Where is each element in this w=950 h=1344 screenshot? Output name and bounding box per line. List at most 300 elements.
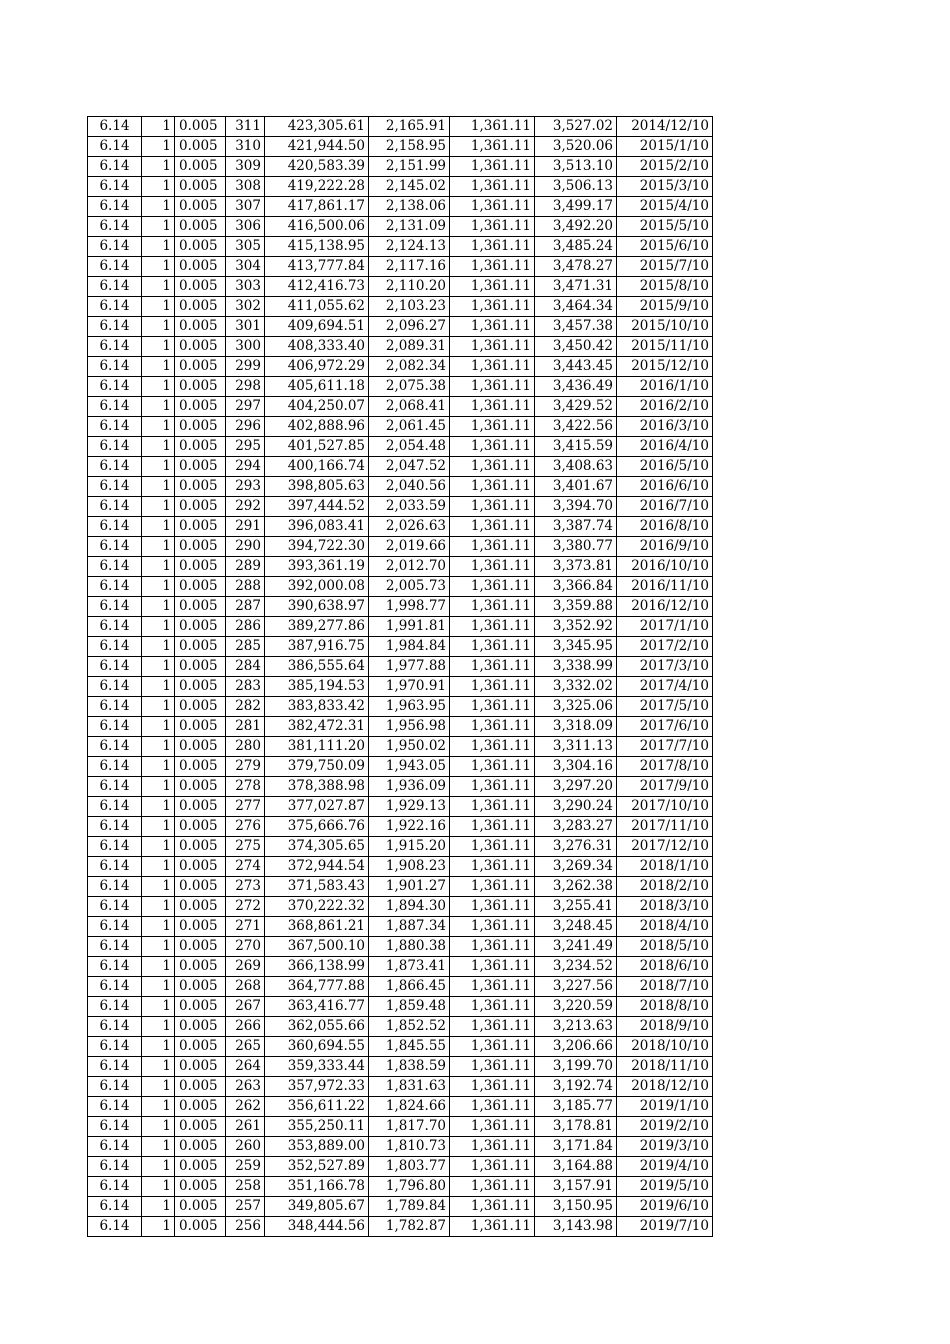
count-cell[interactable]: 1 (142, 1057, 175, 1077)
balance-cell[interactable]: 404,250.07 (265, 397, 369, 417)
period-cell[interactable]: 269 (226, 957, 265, 977)
interest-cell[interactable]: 2,138.06 (369, 197, 450, 217)
ratio-cell[interactable]: 0.005 (175, 737, 226, 757)
rate-cell[interactable]: 6.14 (88, 1197, 142, 1217)
date-cell[interactable]: 2016/4/10 (617, 437, 713, 457)
balance-cell[interactable]: 349,805.67 (265, 1197, 369, 1217)
ratio-cell[interactable]: 0.005 (175, 1097, 226, 1117)
date-cell[interactable]: 2016/8/10 (617, 517, 713, 537)
ratio-cell[interactable]: 0.005 (175, 1177, 226, 1197)
ratio-cell[interactable]: 0.005 (175, 1157, 226, 1177)
rate-cell[interactable]: 6.14 (88, 217, 142, 237)
ratio-cell[interactable]: 0.005 (175, 477, 226, 497)
rate-cell[interactable]: 6.14 (88, 1157, 142, 1177)
interest-cell[interactable]: 1,782.87 (369, 1217, 450, 1237)
period-cell[interactable]: 301 (226, 317, 265, 337)
date-cell[interactable]: 2016/5/10 (617, 457, 713, 477)
balance-cell[interactable]: 415,138.95 (265, 237, 369, 257)
interest-cell[interactable]: 1,956.98 (369, 717, 450, 737)
rate-cell[interactable]: 6.14 (88, 957, 142, 977)
ratio-cell[interactable]: 0.005 (175, 337, 226, 357)
ratio-cell[interactable]: 0.005 (175, 397, 226, 417)
payment-cell[interactable]: 3,213.63 (535, 1017, 617, 1037)
principal-cell[interactable]: 1,361.11 (450, 437, 535, 457)
interest-cell[interactable]: 1,963.95 (369, 697, 450, 717)
interest-cell[interactable]: 1,803.77 (369, 1157, 450, 1177)
ratio-cell[interactable]: 0.005 (175, 537, 226, 557)
period-cell[interactable]: 297 (226, 397, 265, 417)
ratio-cell[interactable]: 0.005 (175, 257, 226, 277)
principal-cell[interactable]: 1,361.11 (450, 257, 535, 277)
period-cell[interactable]: 259 (226, 1157, 265, 1177)
principal-cell[interactable]: 1,361.11 (450, 877, 535, 897)
payment-cell[interactable]: 3,387.74 (535, 517, 617, 537)
balance-cell[interactable]: 398,805.63 (265, 477, 369, 497)
date-cell[interactable]: 2019/4/10 (617, 1157, 713, 1177)
count-cell[interactable]: 1 (142, 897, 175, 917)
count-cell[interactable]: 1 (142, 377, 175, 397)
rate-cell[interactable]: 6.14 (88, 1137, 142, 1157)
interest-cell[interactable]: 1,887.34 (369, 917, 450, 937)
rate-cell[interactable]: 6.14 (88, 197, 142, 217)
period-cell[interactable]: 283 (226, 677, 265, 697)
principal-cell[interactable]: 1,361.11 (450, 577, 535, 597)
period-cell[interactable]: 274 (226, 857, 265, 877)
date-cell[interactable]: 2019/3/10 (617, 1137, 713, 1157)
count-cell[interactable]: 1 (142, 997, 175, 1017)
payment-cell[interactable]: 3,450.42 (535, 337, 617, 357)
date-cell[interactable]: 2019/5/10 (617, 1177, 713, 1197)
count-cell[interactable]: 1 (142, 737, 175, 757)
period-cell[interactable]: 258 (226, 1177, 265, 1197)
balance-cell[interactable]: 362,055.66 (265, 1017, 369, 1037)
principal-cell[interactable]: 1,361.11 (450, 1137, 535, 1157)
count-cell[interactable]: 1 (142, 1097, 175, 1117)
count-cell[interactable]: 1 (142, 677, 175, 697)
balance-cell[interactable]: 371,583.43 (265, 877, 369, 897)
interest-cell[interactable]: 2,068.41 (369, 397, 450, 417)
principal-cell[interactable]: 1,361.11 (450, 717, 535, 737)
period-cell[interactable]: 265 (226, 1037, 265, 1057)
count-cell[interactable]: 1 (142, 117, 175, 137)
rate-cell[interactable]: 6.14 (88, 1017, 142, 1037)
count-cell[interactable]: 1 (142, 557, 175, 577)
interest-cell[interactable]: 2,124.13 (369, 237, 450, 257)
balance-cell[interactable]: 405,611.18 (265, 377, 369, 397)
count-cell[interactable]: 1 (142, 317, 175, 337)
payment-cell[interactable]: 3,234.52 (535, 957, 617, 977)
period-cell[interactable]: 286 (226, 617, 265, 637)
ratio-cell[interactable]: 0.005 (175, 1217, 226, 1237)
payment-cell[interactable]: 3,338.99 (535, 657, 617, 677)
balance-cell[interactable]: 406,972.29 (265, 357, 369, 377)
count-cell[interactable]: 1 (142, 357, 175, 377)
date-cell[interactable]: 2017/10/10 (617, 797, 713, 817)
date-cell[interactable]: 2017/9/10 (617, 777, 713, 797)
period-cell[interactable]: 268 (226, 977, 265, 997)
rate-cell[interactable]: 6.14 (88, 1057, 142, 1077)
period-cell[interactable]: 295 (226, 437, 265, 457)
count-cell[interactable]: 1 (142, 497, 175, 517)
count-cell[interactable]: 1 (142, 417, 175, 437)
date-cell[interactable]: 2018/9/10 (617, 1017, 713, 1037)
rate-cell[interactable]: 6.14 (88, 1077, 142, 1097)
interest-cell[interactable]: 2,089.31 (369, 337, 450, 357)
period-cell[interactable]: 300 (226, 337, 265, 357)
ratio-cell[interactable]: 0.005 (175, 997, 226, 1017)
principal-cell[interactable]: 1,361.11 (450, 697, 535, 717)
rate-cell[interactable]: 6.14 (88, 697, 142, 717)
principal-cell[interactable]: 1,361.11 (450, 937, 535, 957)
period-cell[interactable]: 270 (226, 937, 265, 957)
interest-cell[interactable]: 1,880.38 (369, 937, 450, 957)
date-cell[interactable]: 2017/11/10 (617, 817, 713, 837)
count-cell[interactable]: 1 (142, 837, 175, 857)
principal-cell[interactable]: 1,361.11 (450, 677, 535, 697)
count-cell[interactable]: 1 (142, 697, 175, 717)
date-cell[interactable]: 2018/6/10 (617, 957, 713, 977)
period-cell[interactable]: 284 (226, 657, 265, 677)
rate-cell[interactable]: 6.14 (88, 857, 142, 877)
balance-cell[interactable]: 381,111.20 (265, 737, 369, 757)
ratio-cell[interactable]: 0.005 (175, 977, 226, 997)
ratio-cell[interactable]: 0.005 (175, 797, 226, 817)
principal-cell[interactable]: 1,361.11 (450, 977, 535, 997)
rate-cell[interactable]: 6.14 (88, 277, 142, 297)
ratio-cell[interactable]: 0.005 (175, 817, 226, 837)
period-cell[interactable]: 302 (226, 297, 265, 317)
payment-cell[interactable]: 3,380.77 (535, 537, 617, 557)
balance-cell[interactable]: 400,166.74 (265, 457, 369, 477)
ratio-cell[interactable]: 0.005 (175, 777, 226, 797)
period-cell[interactable]: 280 (226, 737, 265, 757)
interest-cell[interactable]: 2,158.95 (369, 137, 450, 157)
period-cell[interactable]: 289 (226, 557, 265, 577)
period-cell[interactable]: 276 (226, 817, 265, 837)
ratio-cell[interactable]: 0.005 (175, 677, 226, 697)
principal-cell[interactable]: 1,361.11 (450, 457, 535, 477)
ratio-cell[interactable]: 0.005 (175, 297, 226, 317)
payment-cell[interactable]: 3,283.27 (535, 817, 617, 837)
count-cell[interactable]: 1 (142, 397, 175, 417)
payment-cell[interactable]: 3,471.31 (535, 277, 617, 297)
period-cell[interactable]: 293 (226, 477, 265, 497)
rate-cell[interactable]: 6.14 (88, 297, 142, 317)
payment-cell[interactable]: 3,464.34 (535, 297, 617, 317)
interest-cell[interactable]: 2,075.38 (369, 377, 450, 397)
date-cell[interactable]: 2015/2/10 (617, 157, 713, 177)
rate-cell[interactable]: 6.14 (88, 737, 142, 757)
principal-cell[interactable]: 1,361.11 (450, 357, 535, 377)
interest-cell[interactable]: 1,852.52 (369, 1017, 450, 1037)
balance-cell[interactable]: 408,333.40 (265, 337, 369, 357)
principal-cell[interactable]: 1,361.11 (450, 117, 535, 137)
rate-cell[interactable]: 6.14 (88, 357, 142, 377)
period-cell[interactable]: 298 (226, 377, 265, 397)
interest-cell[interactable]: 2,033.59 (369, 497, 450, 517)
payment-cell[interactable]: 3,352.92 (535, 617, 617, 637)
payment-cell[interactable]: 3,185.77 (535, 1097, 617, 1117)
date-cell[interactable]: 2018/4/10 (617, 917, 713, 937)
balance-cell[interactable]: 392,000.08 (265, 577, 369, 597)
payment-cell[interactable]: 3,276.31 (535, 837, 617, 857)
date-cell[interactable]: 2015/5/10 (617, 217, 713, 237)
date-cell[interactable]: 2017/6/10 (617, 717, 713, 737)
interest-cell[interactable]: 1,977.88 (369, 657, 450, 677)
date-cell[interactable]: 2017/3/10 (617, 657, 713, 677)
date-cell[interactable]: 2016/7/10 (617, 497, 713, 517)
principal-cell[interactable]: 1,361.11 (450, 537, 535, 557)
principal-cell[interactable]: 1,361.11 (450, 497, 535, 517)
period-cell[interactable]: 292 (226, 497, 265, 517)
rate-cell[interactable]: 6.14 (88, 797, 142, 817)
balance-cell[interactable]: 389,277.86 (265, 617, 369, 637)
payment-cell[interactable]: 3,408.63 (535, 457, 617, 477)
payment-cell[interactable]: 3,304.16 (535, 757, 617, 777)
payment-cell[interactable]: 3,241.49 (535, 937, 617, 957)
principal-cell[interactable]: 1,361.11 (450, 557, 535, 577)
balance-cell[interactable]: 352,527.89 (265, 1157, 369, 1177)
interest-cell[interactable]: 2,026.63 (369, 517, 450, 537)
rate-cell[interactable]: 6.14 (88, 417, 142, 437)
payment-cell[interactable]: 3,429.52 (535, 397, 617, 417)
date-cell[interactable]: 2017/5/10 (617, 697, 713, 717)
date-cell[interactable]: 2015/4/10 (617, 197, 713, 217)
ratio-cell[interactable]: 0.005 (175, 217, 226, 237)
payment-cell[interactable]: 3,457.38 (535, 317, 617, 337)
date-cell[interactable]: 2018/3/10 (617, 897, 713, 917)
payment-cell[interactable]: 3,499.17 (535, 197, 617, 217)
interest-cell[interactable]: 2,096.27 (369, 317, 450, 337)
principal-cell[interactable]: 1,361.11 (450, 1157, 535, 1177)
principal-cell[interactable]: 1,361.11 (450, 1017, 535, 1037)
count-cell[interactable]: 1 (142, 937, 175, 957)
payment-cell[interactable]: 3,227.56 (535, 977, 617, 997)
principal-cell[interactable]: 1,361.11 (450, 917, 535, 937)
interest-cell[interactable]: 1,859.48 (369, 997, 450, 1017)
principal-cell[interactable]: 1,361.11 (450, 597, 535, 617)
balance-cell[interactable]: 377,027.87 (265, 797, 369, 817)
balance-cell[interactable]: 364,777.88 (265, 977, 369, 997)
interest-cell[interactable]: 2,165.91 (369, 117, 450, 137)
payment-cell[interactable]: 3,318.09 (535, 717, 617, 737)
rate-cell[interactable]: 6.14 (88, 997, 142, 1017)
payment-cell[interactable]: 3,220.59 (535, 997, 617, 1017)
payment-cell[interactable]: 3,297.20 (535, 777, 617, 797)
rate-cell[interactable]: 6.14 (88, 657, 142, 677)
ratio-cell[interactable]: 0.005 (175, 1077, 226, 1097)
balance-cell[interactable]: 387,916.75 (265, 637, 369, 657)
payment-cell[interactable]: 3,325.06 (535, 697, 617, 717)
rate-cell[interactable]: 6.14 (88, 457, 142, 477)
rate-cell[interactable]: 6.14 (88, 577, 142, 597)
interest-cell[interactable]: 1,894.30 (369, 897, 450, 917)
balance-cell[interactable]: 416,500.06 (265, 217, 369, 237)
principal-cell[interactable]: 1,361.11 (450, 617, 535, 637)
period-cell[interactable]: 299 (226, 357, 265, 377)
period-cell[interactable]: 279 (226, 757, 265, 777)
count-cell[interactable]: 1 (142, 597, 175, 617)
rate-cell[interactable]: 6.14 (88, 597, 142, 617)
period-cell[interactable]: 273 (226, 877, 265, 897)
principal-cell[interactable]: 1,361.11 (450, 137, 535, 157)
interest-cell[interactable]: 1,950.02 (369, 737, 450, 757)
count-cell[interactable]: 1 (142, 817, 175, 837)
balance-cell[interactable]: 378,388.98 (265, 777, 369, 797)
balance-cell[interactable]: 423,305.61 (265, 117, 369, 137)
principal-cell[interactable]: 1,361.11 (450, 957, 535, 977)
payment-cell[interactable]: 3,422.56 (535, 417, 617, 437)
ratio-cell[interactable]: 0.005 (175, 1057, 226, 1077)
count-cell[interactable]: 1 (142, 717, 175, 737)
balance-cell[interactable]: 370,222.32 (265, 897, 369, 917)
count-cell[interactable]: 1 (142, 517, 175, 537)
balance-cell[interactable]: 359,333.44 (265, 1057, 369, 1077)
interest-cell[interactable]: 2,151.99 (369, 157, 450, 177)
period-cell[interactable]: 307 (226, 197, 265, 217)
count-cell[interactable]: 1 (142, 757, 175, 777)
count-cell[interactable]: 1 (142, 137, 175, 157)
date-cell[interactable]: 2018/10/10 (617, 1037, 713, 1057)
rate-cell[interactable]: 6.14 (88, 117, 142, 137)
balance-cell[interactable]: 385,194.53 (265, 677, 369, 697)
payment-cell[interactable]: 3,485.24 (535, 237, 617, 257)
payment-cell[interactable]: 3,255.41 (535, 897, 617, 917)
principal-cell[interactable]: 1,361.11 (450, 797, 535, 817)
date-cell[interactable]: 2016/6/10 (617, 477, 713, 497)
principal-cell[interactable]: 1,361.11 (450, 1097, 535, 1117)
rate-cell[interactable]: 6.14 (88, 617, 142, 637)
ratio-cell[interactable]: 0.005 (175, 197, 226, 217)
ratio-cell[interactable]: 0.005 (175, 717, 226, 737)
date-cell[interactable]: 2017/7/10 (617, 737, 713, 757)
count-cell[interactable]: 1 (142, 657, 175, 677)
count-cell[interactable]: 1 (142, 797, 175, 817)
interest-cell[interactable]: 2,061.45 (369, 417, 450, 437)
ratio-cell[interactable]: 0.005 (175, 637, 226, 657)
date-cell[interactable]: 2018/12/10 (617, 1077, 713, 1097)
rate-cell[interactable]: 6.14 (88, 1217, 142, 1237)
date-cell[interactable]: 2016/2/10 (617, 397, 713, 417)
payment-cell[interactable]: 3,478.27 (535, 257, 617, 277)
payment-cell[interactable]: 3,199.70 (535, 1057, 617, 1077)
count-cell[interactable]: 1 (142, 237, 175, 257)
count-cell[interactable]: 1 (142, 1177, 175, 1197)
principal-cell[interactable]: 1,361.11 (450, 857, 535, 877)
rate-cell[interactable]: 6.14 (88, 637, 142, 657)
count-cell[interactable]: 1 (142, 977, 175, 997)
date-cell[interactable]: 2016/11/10 (617, 577, 713, 597)
period-cell[interactable]: 308 (226, 177, 265, 197)
rate-cell[interactable]: 6.14 (88, 1177, 142, 1197)
balance-cell[interactable]: 367,500.10 (265, 937, 369, 957)
principal-cell[interactable]: 1,361.11 (450, 177, 535, 197)
balance-cell[interactable]: 348,444.56 (265, 1217, 369, 1237)
date-cell[interactable]: 2016/1/10 (617, 377, 713, 397)
period-cell[interactable]: 287 (226, 597, 265, 617)
period-cell[interactable]: 285 (226, 637, 265, 657)
count-cell[interactable]: 1 (142, 1037, 175, 1057)
ratio-cell[interactable]: 0.005 (175, 657, 226, 677)
balance-cell[interactable]: 383,833.42 (265, 697, 369, 717)
rate-cell[interactable]: 6.14 (88, 557, 142, 577)
interest-cell[interactable]: 1,789.84 (369, 1197, 450, 1217)
period-cell[interactable]: 309 (226, 157, 265, 177)
period-cell[interactable]: 266 (226, 1017, 265, 1037)
period-cell[interactable]: 277 (226, 797, 265, 817)
period-cell[interactable]: 294 (226, 457, 265, 477)
interest-cell[interactable]: 1,908.23 (369, 857, 450, 877)
ratio-cell[interactable]: 0.005 (175, 517, 226, 537)
ratio-cell[interactable]: 0.005 (175, 897, 226, 917)
interest-cell[interactable]: 1,796.80 (369, 1177, 450, 1197)
date-cell[interactable]: 2015/10/10 (617, 317, 713, 337)
principal-cell[interactable]: 1,361.11 (450, 157, 535, 177)
period-cell[interactable]: 306 (226, 217, 265, 237)
balance-cell[interactable]: 419,222.28 (265, 177, 369, 197)
payment-cell[interactable]: 3,345.95 (535, 637, 617, 657)
ratio-cell[interactable]: 0.005 (175, 757, 226, 777)
count-cell[interactable]: 1 (142, 1017, 175, 1037)
payment-cell[interactable]: 3,513.10 (535, 157, 617, 177)
date-cell[interactable]: 2018/5/10 (617, 937, 713, 957)
principal-cell[interactable]: 1,361.11 (450, 757, 535, 777)
payment-cell[interactable]: 3,492.20 (535, 217, 617, 237)
balance-cell[interactable]: 413,777.84 (265, 257, 369, 277)
ratio-cell[interactable]: 0.005 (175, 177, 226, 197)
principal-cell[interactable]: 1,361.11 (450, 637, 535, 657)
principal-cell[interactable]: 1,361.11 (450, 397, 535, 417)
date-cell[interactable]: 2017/4/10 (617, 677, 713, 697)
ratio-cell[interactable]: 0.005 (175, 557, 226, 577)
ratio-cell[interactable]: 0.005 (175, 877, 226, 897)
principal-cell[interactable]: 1,361.11 (450, 377, 535, 397)
interest-cell[interactable]: 1,970.91 (369, 677, 450, 697)
rate-cell[interactable]: 6.14 (88, 437, 142, 457)
payment-cell[interactable]: 3,401.67 (535, 477, 617, 497)
rate-cell[interactable]: 6.14 (88, 877, 142, 897)
balance-cell[interactable]: 363,416.77 (265, 997, 369, 1017)
payment-cell[interactable]: 3,206.66 (535, 1037, 617, 1057)
period-cell[interactable]: 278 (226, 777, 265, 797)
period-cell[interactable]: 288 (226, 577, 265, 597)
period-cell[interactable]: 291 (226, 517, 265, 537)
principal-cell[interactable]: 1,361.11 (450, 297, 535, 317)
interest-cell[interactable]: 1,873.41 (369, 957, 450, 977)
balance-cell[interactable]: 366,138.99 (265, 957, 369, 977)
date-cell[interactable]: 2017/12/10 (617, 837, 713, 857)
ratio-cell[interactable]: 0.005 (175, 1117, 226, 1137)
payment-cell[interactable]: 3,143.98 (535, 1217, 617, 1237)
interest-cell[interactable]: 2,110.20 (369, 277, 450, 297)
count-cell[interactable]: 1 (142, 877, 175, 897)
count-cell[interactable]: 1 (142, 457, 175, 477)
balance-cell[interactable]: 357,972.33 (265, 1077, 369, 1097)
rate-cell[interactable]: 6.14 (88, 817, 142, 837)
balance-cell[interactable]: 402,888.96 (265, 417, 369, 437)
rate-cell[interactable]: 6.14 (88, 777, 142, 797)
interest-cell[interactable]: 1,838.59 (369, 1057, 450, 1077)
balance-cell[interactable]: 421,944.50 (265, 137, 369, 157)
period-cell[interactable]: 275 (226, 837, 265, 857)
balance-cell[interactable]: 411,055.62 (265, 297, 369, 317)
ratio-cell[interactable]: 0.005 (175, 137, 226, 157)
date-cell[interactable]: 2015/8/10 (617, 277, 713, 297)
interest-cell[interactable]: 1,824.66 (369, 1097, 450, 1117)
period-cell[interactable]: 296 (226, 417, 265, 437)
payment-cell[interactable]: 3,262.38 (535, 877, 617, 897)
interest-cell[interactable]: 2,103.23 (369, 297, 450, 317)
